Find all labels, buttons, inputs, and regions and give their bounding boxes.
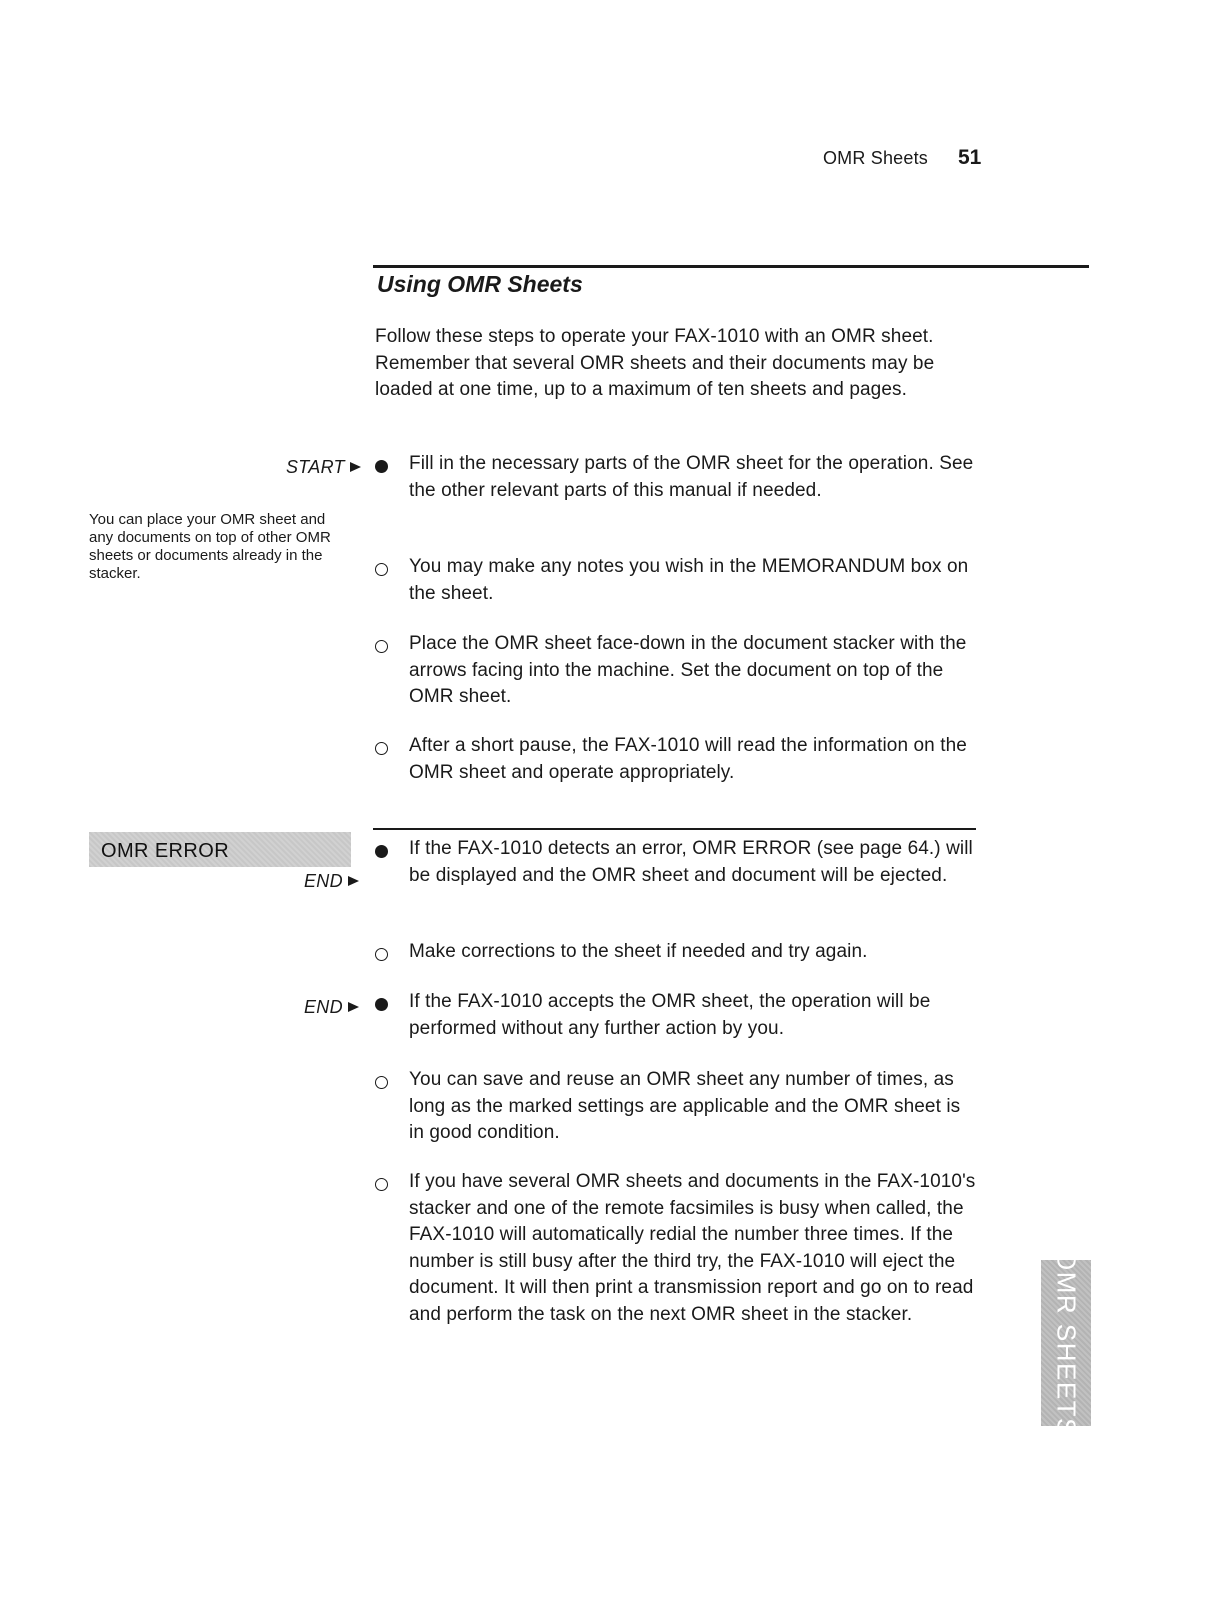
side-note: You can place your OMR sheet and any documents on top of other OMR sheets or documents already in the stacker.: [89, 511, 331, 582]
end-label-text: END: [304, 871, 343, 891]
end-label: [304, 871, 359, 892]
section-tab-label-wrap: [1041, 1249, 1091, 1437]
start-arrow-icon: [350, 462, 361, 472]
step-item: After a short pause, the FAX-1010 will read the information on the OMR sheet and operate appropriately.: [409, 735, 967, 783]
step-item: You may make any notes you wish in the MEMORANDUM box on the sheet.: [409, 556, 969, 604]
step-item: If the FAX-1010 accepts the OMR sheet, the operation will be performed without any further action by you.: [409, 991, 931, 1039]
page-number: 51: [958, 146, 982, 169]
end-label-text: END: [304, 997, 343, 1017]
section-tab-label: OMR SHEETS: [1051, 1249, 1082, 1437]
bullet-filled-icon: [375, 460, 388, 473]
bullet-open-icon: [375, 1076, 388, 1089]
section-rule: [373, 265, 1089, 268]
running-title: OMR Sheets: [822, 148, 928, 168]
bullet-open-icon: [375, 948, 388, 961]
bullet-open-icon: [375, 1178, 388, 1191]
step-item: You can save and reuse an OMR sheet any number of times, as long as the marked settings are applicable and the OMR sheet is in good condition.: [409, 1069, 961, 1143]
bullet-filled-icon: [375, 998, 388, 1011]
end-label: [304, 997, 359, 1018]
bullet-filled-icon: [375, 845, 388, 858]
step-item: Place the OMR sheet face-down in the document stacker with the arrows facing into the machine. Set the document on top of the OMR sheet.: [409, 633, 967, 707]
section-heading: Using OMR Sheets: [377, 271, 583, 297]
bullet-open-icon: [375, 640, 388, 653]
bullet-open-icon: [375, 563, 388, 576]
end-arrow-icon: [348, 1002, 359, 1012]
bullet-open-icon: [375, 742, 388, 755]
step-item: Make corrections to the sheet if needed and try again.: [409, 941, 868, 962]
intro-paragraph: Follow these steps to operate your FAX-1010 with an OMR sheet. Remember that several OMR sheets and their documents may be loaded at one time, up to a maximum of ten sheets and pages.: [375, 326, 935, 400]
step-item: If you have several OMR sheets and documents in the FAX-1010's stacker and one of the remote facsimiles is busy when called, the FAX-1010 will automatically redial the number three times. If the number is still busy after the third try, the FAX-1010 will eject the document. It will then print a transmission report and go on to read and perform the task on the next OMR sheet in the stacker.: [409, 1171, 976, 1325]
step-item: Fill in the necessary parts of the OMR sheet for the operation. See the other relevant parts of this manual if needed.: [409, 453, 974, 501]
start-label-text: START: [286, 457, 345, 477]
separator-rule: [373, 828, 976, 830]
end-arrow-icon: [348, 876, 359, 886]
step-item: If the FAX-1010 detects an error, OMR ERROR (see page 64.) will be displayed and the OMR sheet and document will be ejected.: [409, 838, 973, 886]
start-label: [286, 457, 361, 478]
lcd-display-text: OMR ERROR: [101, 840, 230, 862]
